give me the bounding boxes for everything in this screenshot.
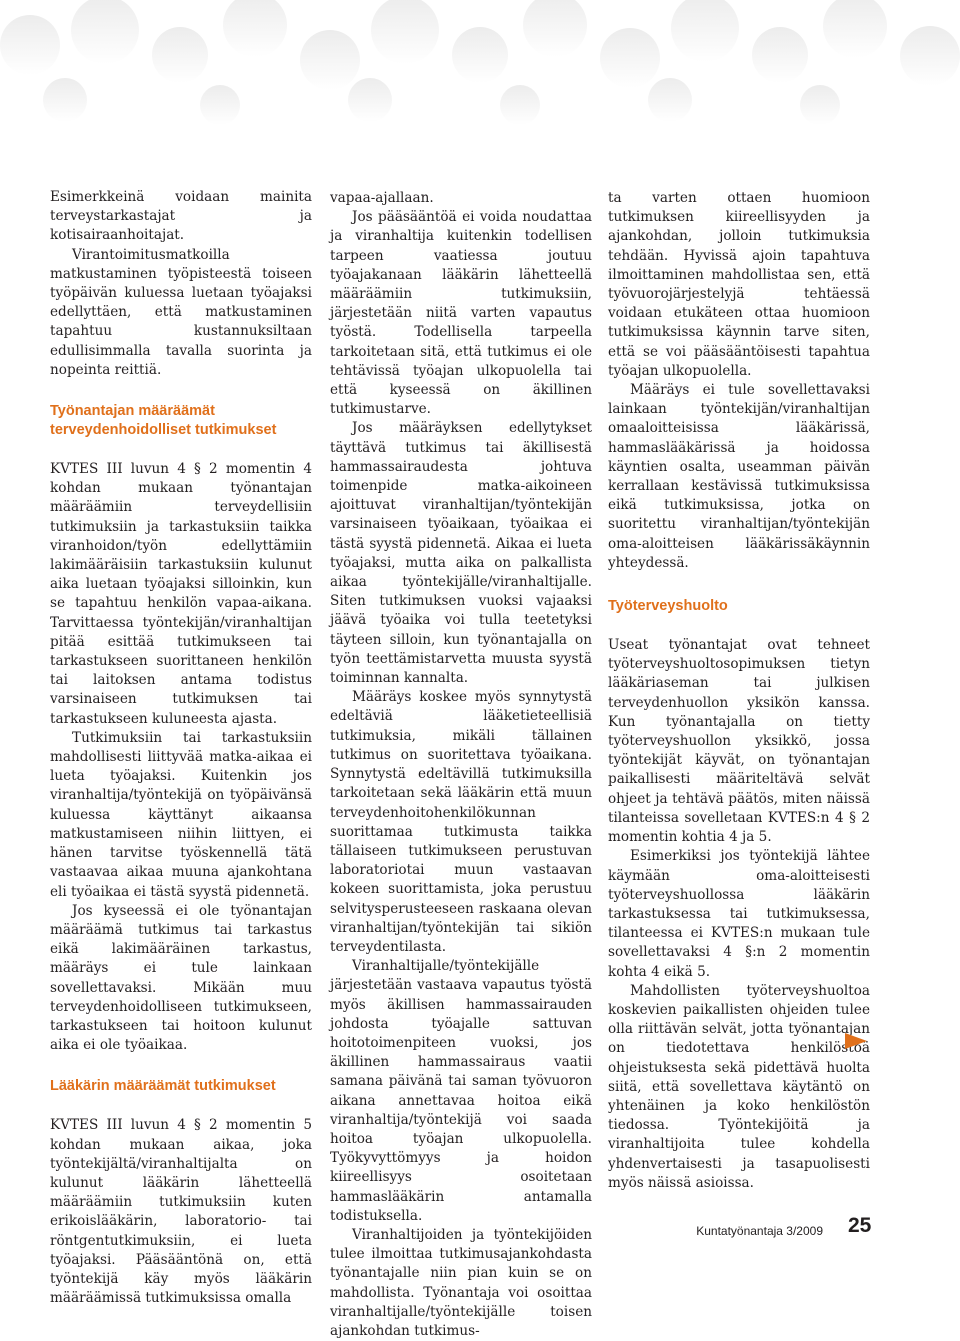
paragraph: Viranhaltijalle/työntekijälle järjestetään vastaava vapautus työstä myös äkillisen hammassairauden johdosta työajalle sattuvan hoitotoimenpiteen vuoksi, jos äkillinen hammassairaus vaatii samana päivänä tai saman työvuoron aikana annettavaa hoitoa eikä viranhaltija/työntekijä voi saada hoitoa työajan ulkopuolella. Työkyvyttömyys ja hoidon kiireellisyys osoitetaan hammaslääkärin antamalla todistuksella.: [330, 958, 592, 1224]
paragraph: Jos pääsääntöä ei voida noudattaa ja viranhaltija kuitenkin todellisen tarpeen vaatiessa joutuu työajakanaan lääkärin lähetteellä määräämiin tutkimuksiin, järjestetään niitä varten vapautus työstä. Todellisella tarpeella tarkoitetaan sitä, että tutkimus ei ole tehtävissä työajan ulkopuolella tai että kyseessä on äkillinen tutkimustarve.: [330, 209, 592, 418]
paragraph: Esimerkiksi jos työntekijä lähtee käymään oma-aloitteisesti työterveyshuollossa lääkärin tarkastuksessa tai tutkimuksessa, tilanteessa ei KVTES:n mukaan tule sovellettavaksi 4 §:n 2 momentin kohta 4 eikä 5.: [608, 848, 870, 980]
paragraph: Virantoimitusmatkoilla matkustaminen työpisteestä toiseen työpäivän kuluessa luetaan työajaksi edellyttäen, että matkustaminen tapahtuu kustannuksiltaan edullisimmalla tavalla suorinta ja nopeinta reittiä.: [50, 246, 312, 378]
paragraph: Viranhaltijoiden ja työntekijöiden tulee ilmoittaa tutkimusajankohdasta työnantajalle niin pian kuin se on mahdollista. Työnantaja voi osoittaa viranhaltijalle/työntekijälle toisen ajankohdan tutkimus-: [330, 1226, 592, 1339]
paragraph: ta varten ottaen huomioon tutkimuksen kiireellisyyden ja ajankohdan, jolloin tutkimuksia tehdään. Hyvissä ajoin tapahtuva ilmoittaminen mahdollistaa sen, että työvuorojärjestelyjä tehtäessä voidaan etukäteen ottaa huomioon tutkimuksissa käynnin tarve siten, että se voi pääsääntöisesti tapahtua työajan ulkopuolella.: [608, 190, 870, 379]
continue-arrow-icon: [845, 1033, 867, 1049]
paragraph: Esimerkkeinä voidaan mainita terveystarkastajat ja kotisairaanhoitajat.: [50, 189, 312, 244]
page-number: 25: [848, 1214, 872, 1237]
paragraph: Jos kyseessä ei ole työnantajan määräämä tutkimus tai tarkastus eikä lakimääräinen tarkastus, määräys ei tule lainkaan sovellettavaksi. Mikään muu terveydenhoidolliseen tutkimukseen, tarkastukseen tai hoitoon kulunut aika ei ole työaikaa.: [50, 902, 312, 1054]
paragraph: vapaa-ajallaan.: [330, 190, 434, 206]
publication-name: Kuntatyönantaja 3/2009: [696, 1224, 823, 1238]
text-column-1: [50, 188, 312, 1308]
section-heading-employer-examinations: Työnantajan määräämät terveydenhoidolliset tutkimukset: [50, 403, 277, 439]
paragraph: Määräys ei tule sovellettavaksi lainkaan työntekijän/viranhaltijan omaaloitteisissa lääkärissä, hammaslääkärissä ja hoidossa käyntien osalta, useamman päivän kerrallaan kestävissä tutkimuksissa eikä tutkimuksissa, jotka on suoritettu viranhaltijan/työntekijän oma-aloitteisen lääkärissäkäynnin yhteydessä.: [608, 382, 870, 571]
text-column-3: [608, 189, 870, 1193]
paragraph: KVTES III luvun 4 § 2 momentin 5 kohdan mukaan aikaa, joka työntekijältä/viranhaltijalta on kulunut lääkärin lähetteellä määräämiin tutkimuksiin kuten erikoislääkärin, laboratorio- tai röntgentutkimuksiin, ei lueta työajaksi. Pääsääntönä on, että työntekijä käy myös lääkärin määräämissä tutkimuksissa omalla: [50, 1117, 312, 1307]
header-background-pattern: [0, 0, 960, 150]
paragraph: Tutkimuksiin tai tarkastuksiin mahdollisesti liittyvää matka-aikaa ei lueta työajaksi. Kuitenkin jos viranhaltija/työntekijä on työpäivänsä kuluessa käyttänyt aikaansa matkustamiseen niihin liittyen, ei hänen tarvitse työskennellä tätä vastaavaa aikaa muuna ajankohtana eli työaikaa ei tästä syystä pidennetä.: [50, 729, 312, 900]
section-heading-doctor-examinations: Lääkärin määräämät tutkimukset: [50, 1078, 276, 1095]
paragraph: Useat työnantajat ovat tehneet työterveyshuoltosopimuksen tietyn lääkäriaseman tai julkisen terveydenhuollon yksikön kanssa. Kun työnantajalla on tietty työterveyshuollon yksikkö, jossa työntekijät käyvät, on työnantajan paikallisesti määriteltävä selvät ohjeet ja tehtävä päätös, miten näissä tilanteissa sovelletaan KVTES:n 4 § 2 momentin kohtia 4 ja 5.: [608, 637, 870, 846]
text-column-2: [330, 189, 592, 1341]
paragraph: Jos määräyksen edellytykset täyttävä tutkimus tai äkillisestä hammassairaudesta johtuva toimenpide matka-aikoineen ajoittuvat viranhaltijan/työntekijän varsinaiseen työaikaan, työaikaa ei tästä syystä pidennetä. Aikaa ei lueta työajaksi, mutta aika on palkallista aikaa työntekijälle/viranhaltijalle. Siten tutkimuksen vuoksi vajaaksi jäävä työaika voi tulla teetetyksi täyteen silloin, kun työnantajalla on työn teettämistarvetta muusta syystä toiminnan kannalta.: [330, 420, 592, 687]
section-heading-occupational-health: Työterveyshuolto: [608, 598, 728, 615]
paragraph: KVTES III luvun 4 § 2 momentin 4 kohdan mukaan työnantajan määräämiin terveydellisiin tutkimuksiin ja tarkastuksiin taikka viranhoidon/työn edellyttämiin lakimääräisiin tarkastuksiin kulunut aika luetaan työajaksi silloinkin, kun se tapahtuu henkilön vapaa-aikana. Tarvittaessa työntekijän/viranhaltijan pitää esittää tutkimukseen tai tarkastukseen suorittaneen henkilön tai laitoksen antama todistus varsinaiseen tutkimuksen tai tarkastukseen kuluneesta ajasta.: [50, 461, 312, 727]
paragraph: Määräys koskee myös synnytystä edeltäviä lääketieteellisiä tutkimuksia, mikäli tällainen tutkimus on suoritettava työaikana. Synnytystä edeltävillä tutkimuksilla tarkoitetaan sekä lääkärin että muun terveydenhoitohenkilökunnan suorittamaa tutkimusta taikka tällaiseen tutkimukseen perustuvan laboratoriotai muun vastaavan kokeen suorittamista, joka perustuu selvitysperusteeseen raskaana olevan viranhaltijan/työntekijän tai sikiön terveydentilasta.: [330, 689, 592, 955]
paragraph: Mahdollisten työterveyshuoltoa koskevien paikallisten ohjeiden tulee olla riittävän selvät, jotta työnantajan on tiedotettava henkilöstöä ohjeistuksesta sekä pidettävä huolta siitä, että sovellettava käytäntö on yhtenäinen ja koko henkilöstön tiedossa. Työntekijöitä ja viranhaltijoita tulee kohdella yhdenvertaisesti ja tasapuolisesti myös näissä asioissa.: [608, 982, 870, 1191]
